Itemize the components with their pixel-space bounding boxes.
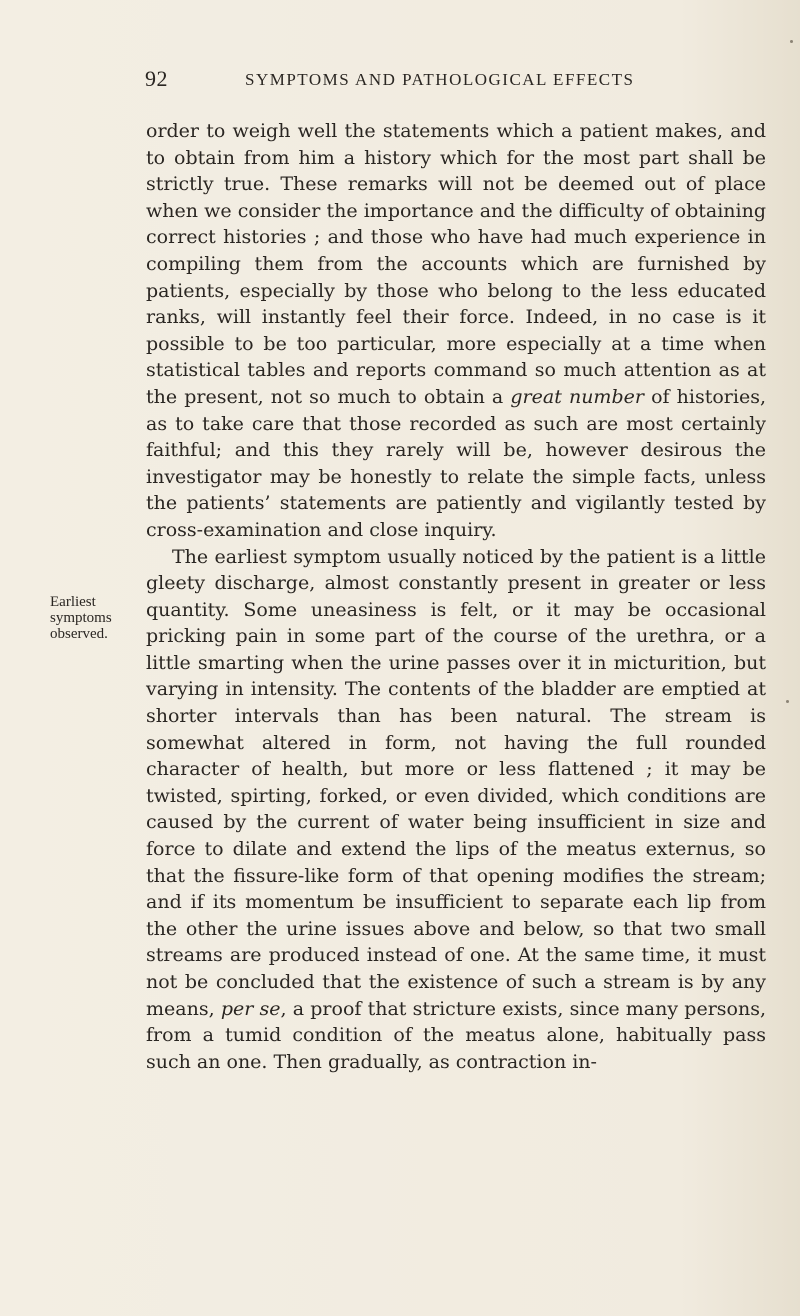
running-head-title: SYMPTOMS AND PATHOLOGICAL EFFECTS	[245, 70, 635, 89]
page-number: 92	[145, 66, 168, 91]
margin-note-line-2: symptoms	[50, 610, 112, 626]
paragraph-2	[146, 544, 766, 1076]
paper-speck	[786, 700, 789, 703]
margin-note	[50, 594, 140, 642]
margin-note-line-3: observed.	[50, 626, 108, 642]
paper-speck	[790, 40, 793, 43]
paragraph-2-text-b: , a proof that stricture exists, since many persons, from a tumid condition of the meatus alone, habitually pass such an one. Then gradually, as contraction in-	[146, 997, 766, 1073]
paragraph-1-italic: great number	[510, 385, 644, 408]
running-head	[145, 66, 775, 96]
paragraph-1-text-a: order to weigh well the statements which a patient makes, and to obtain from him a history which for the most part shall be strictly true. These remarks will not be deemed out of place when we consider the importance and the difficulty of obtaining correct histories ; and those who have had much experience in compiling them from the accounts which are furnished by patients, especially by those who belong to the less educated ranks, will instantly feel their force. Indeed, in no case is it possible to be too particular, more especially at a time when statistical tables and reports command so much attention as at the present, not so much to obtain a	[146, 120, 766, 408]
paragraph-2-italic: per se	[220, 997, 281, 1020]
paragraph-2-text-a: The earliest symptom usually noticed by the patient is a little gleety discharge, almost constantly present in greater or less quantity. Some uneasiness is felt, or it may be occasional pricking pain in some part of the course of the urethra, or a little smarting when the urine passes over it in micturition, but varying in intensity. The contents of the bladder are emptied at shorter intervals than has been natural. The stream is somewhat altered in form, not having the full rounded character of health, but more or less flattened ; it may be twisted, spirting, forked, or even divided, which conditions are caused by the current of water being insufficient in size and force to dilate and extend the lips of the meatus externus, so that the fissure-like form of that opening modifies the stream; and if its momentum be insufficient to separate each lip from the other the urine issues above and below, so that two small streams are produced instead of one. At the same time, it must not be concluded that the existence of such a stream is by any means,	[146, 545, 766, 1020]
body-text	[146, 118, 766, 1075]
paragraph-1-text-b: of histories, as to take care that those recorded as such are most certainly faithful; and this they rarely will be, however desirous the investigator may be honestly to relate the simple facts, unless the patients’ statements are patiently and vigilantly tested by cross-examination and close inquiry.	[146, 385, 766, 541]
margin-note-line-1: Earliest	[50, 594, 96, 610]
paragraph-1	[146, 118, 766, 544]
